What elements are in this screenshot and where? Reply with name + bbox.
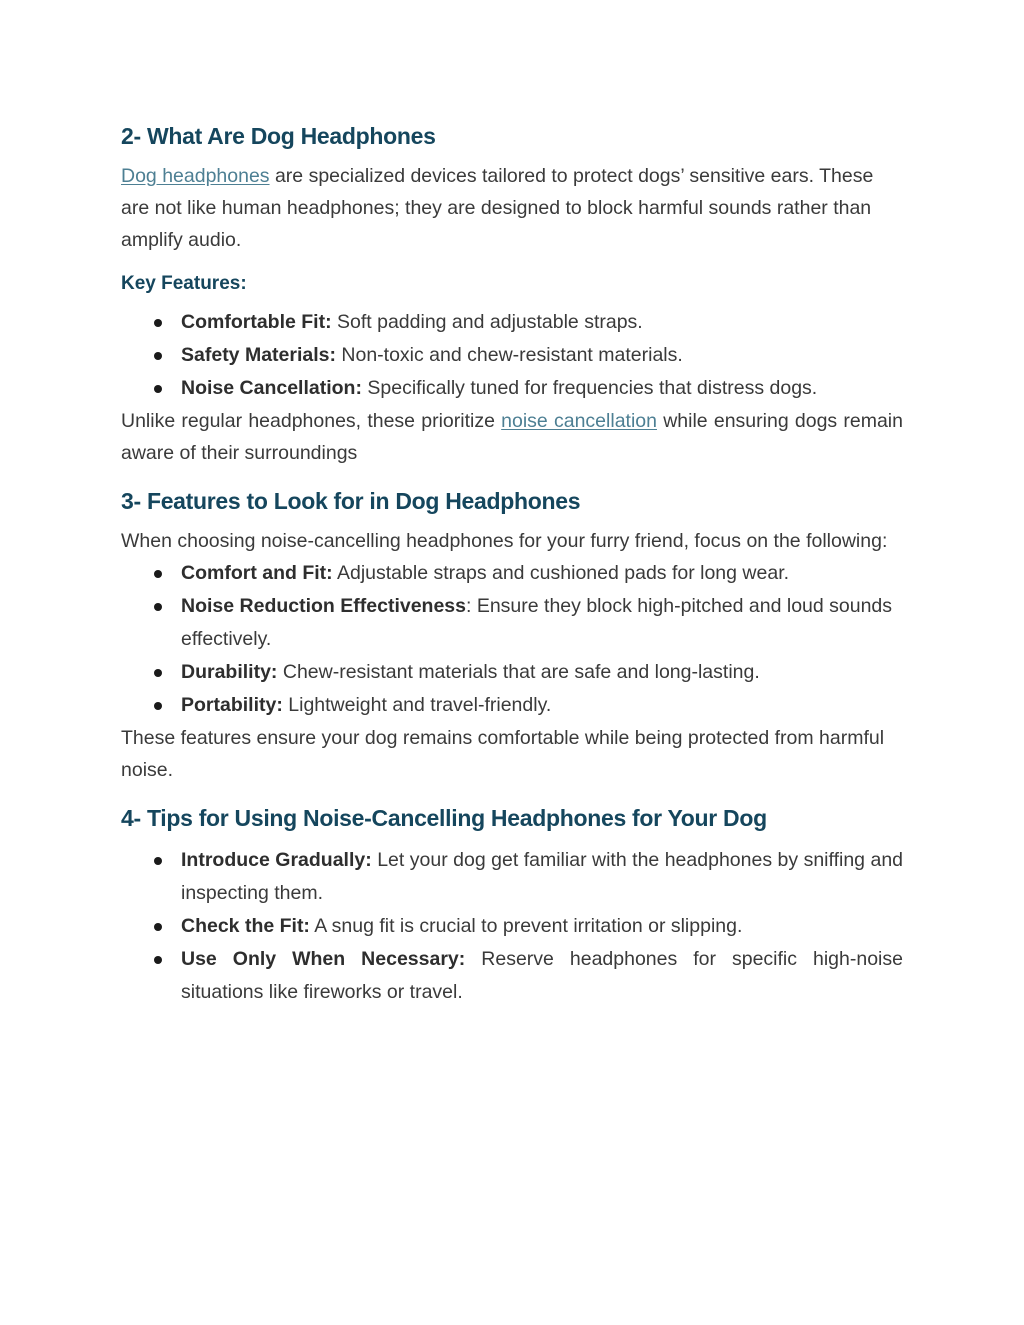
section4-tips-list — [121, 844, 903, 1009]
feature-label: Durability: — [181, 661, 278, 683]
section-heading-tips-for-using: 4- Tips for Using Noise-Cancelling Headphones for Your Dog — [121, 805, 767, 831]
list-item — [121, 306, 903, 339]
list-item — [121, 689, 903, 722]
bullet-icon — [154, 319, 162, 327]
feature-text: Chew-resistant materials that are safe and long-lasting. — [277, 661, 760, 683]
section3-intro-paragraph: When choosing noise-cancelling headphones for your furry friend, focus on the following: — [121, 530, 888, 552]
list-item — [121, 557, 903, 590]
section2-outro-paragraph — [121, 405, 903, 469]
feature-text: Soft padding and adjustable straps. — [331, 311, 643, 333]
list-item — [121, 943, 903, 1009]
feature-text: Non-toxic and chew-resistant materials. — [335, 344, 683, 366]
list-item — [121, 656, 903, 689]
tip-label: Use Only When Necessary: — [181, 948, 466, 970]
section2-outro-text-after: while ensuring dogs remain aware of their surroundings — [121, 410, 903, 464]
feature-text: Adjustable straps and cushioned pads for long wear. — [332, 562, 790, 584]
tip-text: A snug fit is crucial to prevent irritation or slipping. — [309, 915, 743, 937]
key-features-list — [121, 306, 903, 405]
list-item — [121, 910, 903, 943]
bullet-icon — [154, 923, 162, 931]
section2-intro-paragraph — [121, 160, 903, 256]
tip-label: Check the Fit: — [181, 915, 310, 937]
tip-text: Let your dog get familiar with the headphones by sniffing and inspecting them. — [181, 849, 904, 904]
section3-features-list — [121, 557, 903, 722]
feature-label: Comfortable Fit: — [181, 311, 332, 333]
feature-label: Comfort and Fit: — [181, 562, 333, 584]
list-item — [121, 844, 903, 910]
section2-intro-text: are specialized devices tailored to protect dogs’ sensitive ears. These are not like human headphones; they are designed to block harmful sounds rather than amplify audio. — [121, 165, 874, 251]
document-page — [121, 118, 903, 1009]
section-heading-features-to-look-for: 3- Features to Look for in Dog Headphones — [121, 488, 581, 514]
feature-label: Portability: — [181, 694, 283, 716]
section-heading-what-are-dog-headphones: 2- What Are Dog Headphones — [121, 123, 436, 149]
section2-outro-text-before: Unlike regular headphones, these prioritize — [121, 410, 502, 432]
bullet-icon — [154, 669, 162, 677]
section3-outro-paragraph: These features ensure your dog remains comfortable while being protected from harmful noise. — [121, 727, 885, 781]
noise-cancellation-link[interactable]: noise cancellation — [501, 410, 657, 432]
list-item — [121, 372, 903, 405]
feature-label: Noise Reduction Effectiveness — [181, 595, 466, 617]
feature-text: Specifically tuned for frequencies that distress dogs. — [361, 377, 818, 399]
bullet-icon — [154, 956, 162, 964]
tip-label: Introduce Gradually: — [181, 849, 372, 871]
bullet-icon — [154, 857, 162, 865]
bullet-icon — [154, 570, 162, 578]
bullet-icon — [154, 702, 162, 710]
bullet-icon — [154, 385, 162, 393]
feature-text: Lightweight and travel-friendly. — [282, 694, 552, 716]
bullet-icon — [154, 352, 162, 360]
key-features-heading: Key Features: — [121, 273, 247, 294]
list-item — [121, 339, 903, 372]
feature-label: Safety Materials: — [181, 344, 336, 366]
dog-headphones-link[interactable]: Dog headphones — [121, 165, 270, 187]
feature-text: : Ensure they block high-pitched and loud sounds effectively. — [181, 595, 893, 650]
list-item — [121, 590, 903, 656]
bullet-icon — [154, 603, 162, 611]
feature-label: Noise Cancellation: — [181, 377, 362, 399]
tip-text: Reserve headphones for specific high-noise situations like fireworks or travel. — [181, 948, 903, 1003]
